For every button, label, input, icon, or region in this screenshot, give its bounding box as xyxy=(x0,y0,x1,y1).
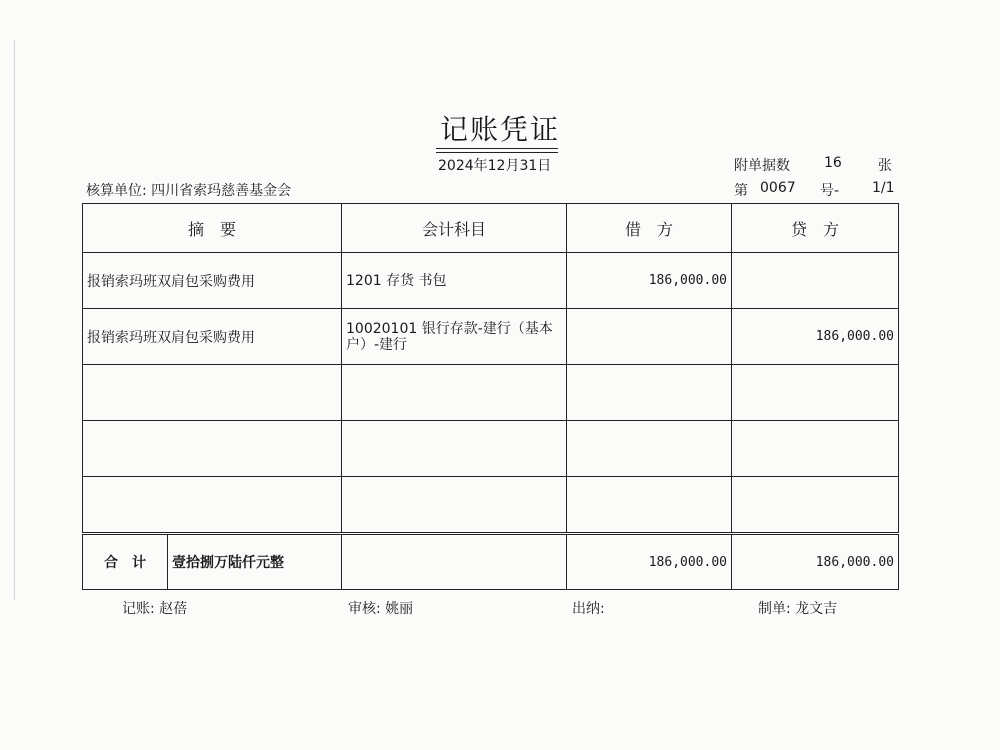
row-summary: 报销索玛班双肩包采购费用 xyxy=(83,309,342,365)
footer-reviewer: 审核: 姚丽 xyxy=(348,601,414,617)
row-summary xyxy=(83,477,342,534)
accounting-unit-name: 四川省索玛慈善基金会 xyxy=(151,183,292,199)
title-double-underline xyxy=(436,148,558,153)
header-debit: 借 方 xyxy=(567,204,732,253)
attachments-unit: 张 xyxy=(878,158,892,174)
row-account: 10020101 银行存款-建行（基本户）-建行 xyxy=(342,309,567,365)
table-row xyxy=(83,309,899,365)
voucher-number xyxy=(734,180,904,200)
voucher-table xyxy=(82,203,899,590)
attachments-info xyxy=(734,155,904,175)
row-credit xyxy=(732,477,899,534)
voucher-number-suffix: 号- xyxy=(820,183,840,199)
table-row xyxy=(83,253,899,309)
voucher-page: 1/1 xyxy=(872,180,895,196)
row-credit xyxy=(732,365,899,421)
voucher-number-prefix: 第 xyxy=(734,183,748,199)
total-credit: 186,000.00 xyxy=(732,534,899,590)
total-debit: 186,000.00 xyxy=(567,534,732,590)
row-debit xyxy=(567,365,732,421)
footer-cashier: 出纳: xyxy=(572,601,605,617)
voucher-number-value: 0067 xyxy=(760,180,796,196)
voucher-date: 2024年12月31日 xyxy=(438,158,552,174)
header-account: 会计科目 xyxy=(342,204,567,253)
total-cell xyxy=(83,534,342,590)
footer-bookkeeper: 记账: 赵蓓 xyxy=(122,601,188,617)
total-row xyxy=(83,534,899,590)
total-account-blank xyxy=(342,534,567,590)
row-summary xyxy=(83,365,342,421)
row-account xyxy=(342,421,567,477)
row-summary xyxy=(83,421,342,477)
accounting-unit-label: 核算单位: xyxy=(86,183,147,199)
voucher-title: 记账凭证 xyxy=(439,113,560,146)
table-row xyxy=(83,421,899,477)
row-account: 1201 存货 书包 xyxy=(342,253,567,309)
total-label: 合 计 xyxy=(83,535,168,589)
table-row xyxy=(83,365,899,421)
row-debit xyxy=(567,421,732,477)
footer-preparer: 制单: 龙文吉 xyxy=(758,601,838,617)
row-account xyxy=(342,477,567,534)
row-account xyxy=(342,365,567,421)
row-debit xyxy=(567,477,732,534)
accounting-unit xyxy=(86,180,291,200)
row-credit: 186,000.00 xyxy=(732,309,899,365)
header-summary: 摘 要 xyxy=(83,204,342,253)
row-credit xyxy=(732,253,899,309)
attachments-count: 16 xyxy=(824,155,842,171)
attachments-label: 附单据数 xyxy=(734,158,790,174)
row-debit: 186,000.00 xyxy=(567,253,732,309)
row-debit xyxy=(567,309,732,365)
header-credit: 贷 方 xyxy=(732,204,899,253)
table-header-row xyxy=(83,204,899,253)
row-credit xyxy=(732,421,899,477)
total-amount-words: 壹拾捌万陆仟元整 xyxy=(172,555,284,571)
table-row xyxy=(83,477,899,534)
row-summary: 报销索玛班双肩包采购费用 xyxy=(83,253,342,309)
